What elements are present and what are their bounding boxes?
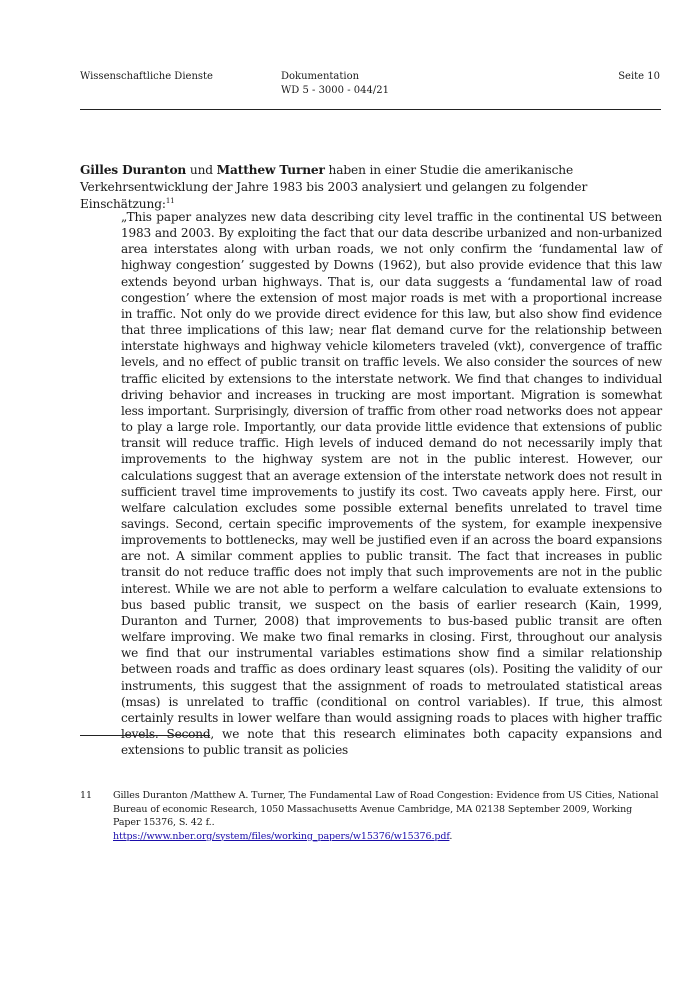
intro-paragraph (80, 162, 662, 213)
footnote-link[interactable]: https://www.nber.org/system/files/working_papers/w15376/w15376.pdf (113, 830, 450, 842)
page-header (80, 70, 660, 106)
footnote-citation: Gilles Duranton /Matthew A. Turner, The Fundamental Law of Road Congestion: Evidence from US Cities, National Bureau of economic Research, 1050 Massachusetts Avenue Cambridge, MA 02138 September 2009, Working Paper 15376, S. 42 f.. (113, 790, 659, 828)
footnote-link-suffix: . (449, 830, 453, 842)
footnote-reference[interactable]: 11 (165, 197, 175, 205)
header-page-number: Seite 10 (618, 71, 660, 82)
footnote-body (113, 789, 661, 843)
intro-conjunction: und (186, 163, 217, 177)
header-document-info (281, 70, 389, 98)
footnote-number: 11 (80, 790, 93, 801)
header-doc-number: WD 5 - 3000 - 044/21 (281, 85, 389, 96)
author-duranton: Gilles Duranton (80, 163, 187, 177)
block-quote: „This paper analyzes new data describing city level traffic in the continental US between 1983 and 2003. By exploiting the fact that our data describe urbanized and non-urbanized area interstates along with urban roads, we not only confirm the ‘fundamental law of highway congestion’ suggested by Downs (1962), but also provide evidence that this law extends beyond urban highways. That is, our data suggests a ‘fundamental law of road congestion’ where the extension of most major roads is met with a proportional increase in traffic. Not only do we provide direct evidence for this law, but also show find evidence that three implications of this law; near flat demand curve for the relationship between interstate highways and highway vehicle kilometers traveled (vkt), convergence of traffic levels, and no effect of public transit on traffic levels. We also consider the sources of new traffic elicited by extensions to the interstate network. We find that changes to individual driving behavior and increases in trucking are most important. Migration is somewhat less important. Surprisingly, diversion of traffic from other road networks does not appear to play a large role. Importantly, our data provide little evidence that extensions of public transit will reduce traffic. High levels of induced demand do not necessarily imply that improvements to the highway system are not in the public interest. However, our calculations suggest that an average extension of the interstate network does not result in sufficient travel time improvements to justify its cost. Two caveats apply here. First, our welfare calculation excludes some possible external benefits unrelated to travel time savings. Second, certain specific improvements of the system, for example inexpensive improvements to bottlenecks, may well be justified even if an across the board expansions are not. A similar comment applies to public transit. The fact that increases in public transit do not reduce traffic does not imply that such improvements are not in the public interest. While we are not able to perform a welfare calculation to evaluate extensions to bus based public transit, we suspect on the basis of earlier research (Kain, 1999, Duranton and Turner, 2008) that improvements to bus-based public transit are often welfare improving. We make two final remarks in closing. First, throughout our analysis we find that our instrumental variables estimations show find a similar relationship between roads and traffic as does ordinary least squares (ols). Positing the validity of our instruments, this suggest that the assignment of roads to metroulated statistical areas (msas) is unrelated to traffic (conditional on control variables). If true, this almost certainly results in lower welfare than would assigning roads to places with higher traffic levels. Second, we note that this research eliminates both capacity expansions and extensions to public transit as policies (121, 210, 662, 758)
footnote-divider (80, 735, 210, 736)
author-turner: Matthew Turner (216, 163, 325, 177)
header-doc-type: Dokumentation (281, 71, 360, 82)
header-institution: Wissenschaftliche Dienste (80, 71, 213, 82)
intro-text: haben in einer Studie die amerikanische Verkehrsentwicklung der Jahre 1983 bis 2003 analysiert und gelangen zu folgender Einschätzung: (80, 163, 588, 211)
header-divider (80, 109, 661, 110)
